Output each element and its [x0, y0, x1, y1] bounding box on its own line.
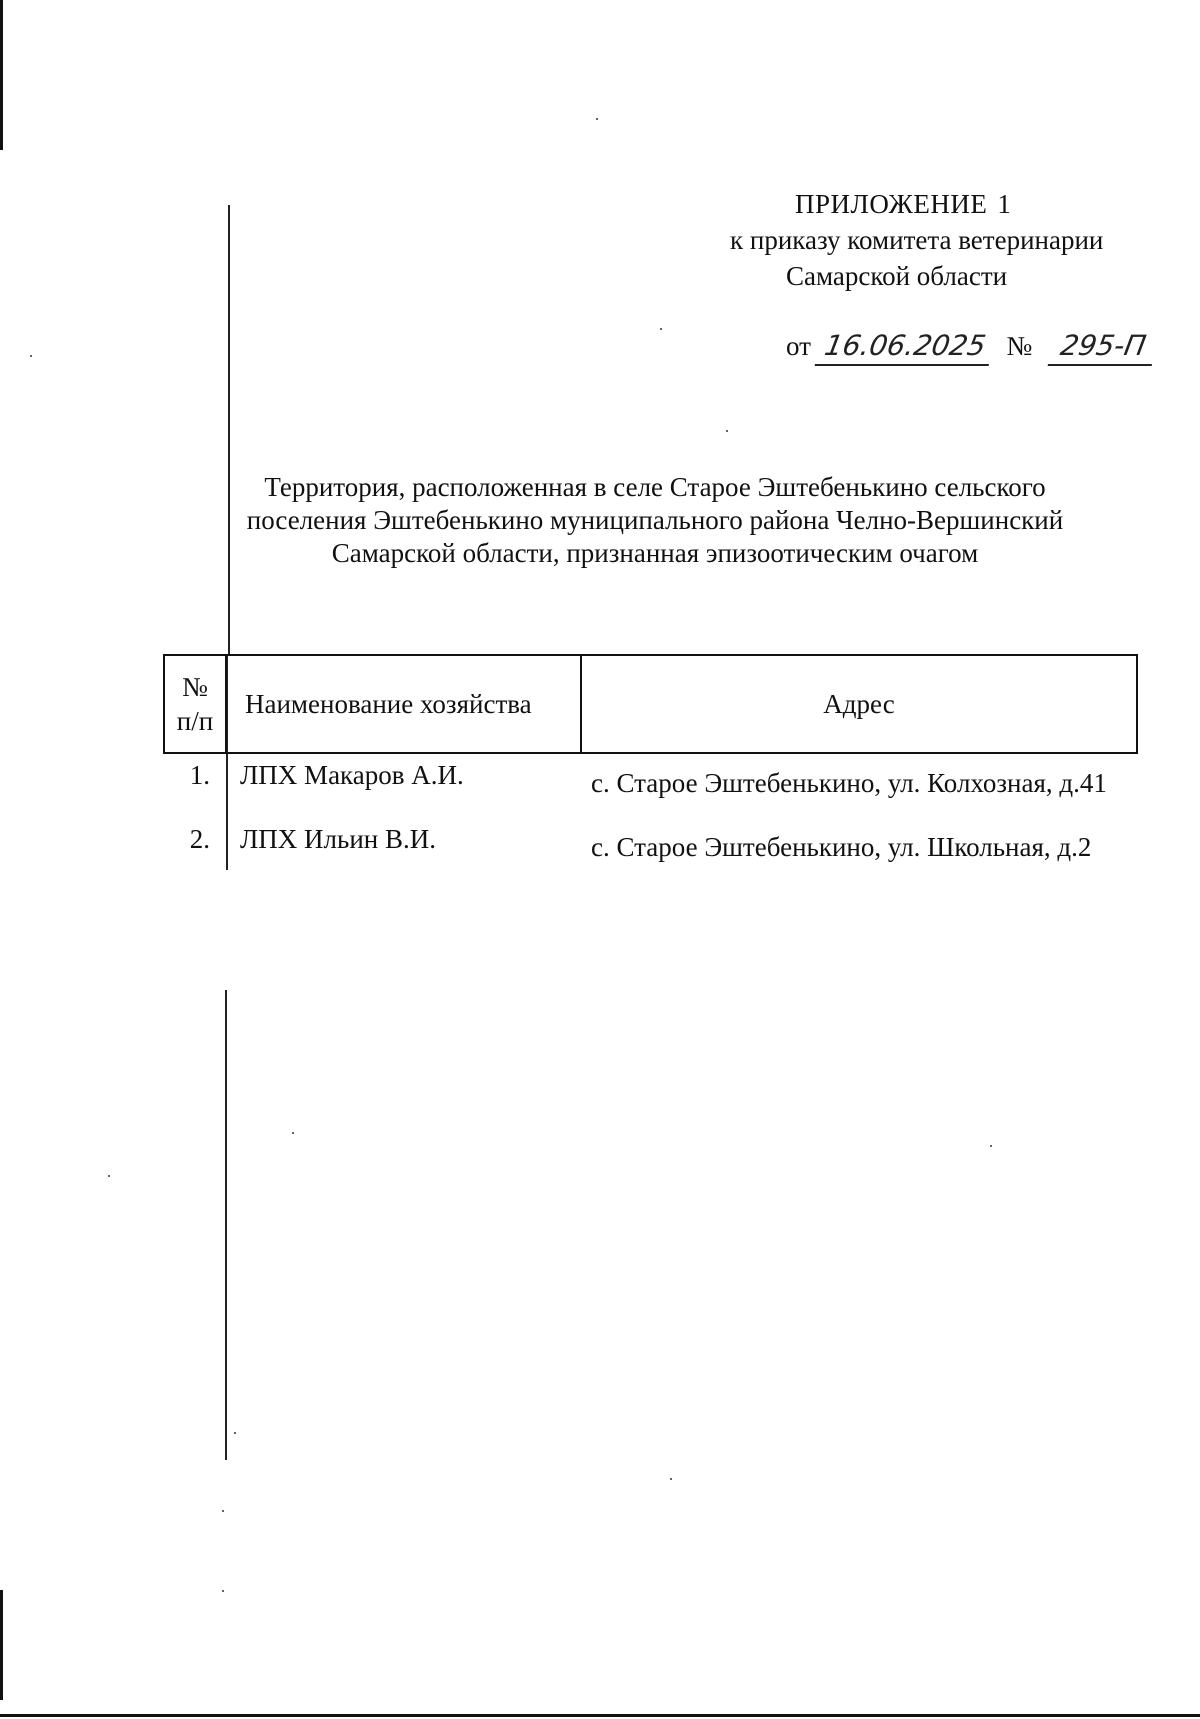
- row-address: с. Старое Эштебенькино, ул. Колхозная, д.41: [591, 768, 1107, 798]
- appendix-order-reference: к приказу комитета ветеринарии: [730, 225, 1104, 255]
- column-header-name: Наименование хозяйства: [226, 655, 581, 753]
- scan-edge-artifact: [0, 1714, 1200, 1717]
- column-header-address: Адрес: [581, 655, 1137, 753]
- scan-speck: [222, 1510, 224, 1512]
- row-address: с. Старое Эштебенькино, ул. Школьная, д.2: [591, 832, 1092, 862]
- title-line: поселения Эштебенькино муниципального района Челно-Вершинский: [246, 505, 1064, 535]
- title-line: Территория, расположенная в селе Старое Эштебенькино сельского: [264, 472, 1046, 502]
- appendix-header: [700, 186, 1160, 294]
- order-number-label: №: [1006, 331, 1033, 361]
- scan-speck: [660, 328, 662, 330]
- order-number-handwritten: 295-П: [1048, 328, 1159, 366]
- scan-speck: [222, 1590, 224, 1592]
- row-farm-name: ЛПХ Макаров А.И.: [240, 760, 464, 790]
- scan-line-artifact: [228, 205, 230, 655]
- table-header-row: [164, 655, 1137, 753]
- order-date-handwritten: 16.06.2025: [814, 328, 995, 366]
- row-number: 1.: [189, 760, 210, 790]
- table-row: [164, 753, 1137, 818]
- row-number: 2.: [189, 824, 210, 854]
- order-from-label: от: [786, 331, 811, 361]
- scan-edge-artifact: [0, 1590, 3, 1700]
- table-row: [164, 818, 1137, 882]
- row-farm-name: ЛПХ Ильин В.И.: [240, 824, 437, 854]
- scan-speck: [30, 355, 32, 357]
- scan-speck: [234, 1432, 236, 1434]
- column-header-number-line1: №: [182, 672, 208, 702]
- title-line: Самарской области, признанная эпизоотическим очагом: [331, 538, 979, 568]
- column-header-number: [164, 655, 226, 753]
- farms-table: [163, 654, 1138, 882]
- column-header-number-line2: п/п: [176, 706, 214, 736]
- document-title: [180, 471, 1130, 570]
- appendix-number: 1: [997, 189, 1012, 219]
- order-date-number: [786, 328, 1155, 366]
- scan-speck: [726, 430, 728, 432]
- appendix-heading: [700, 186, 1160, 222]
- scan-speck: [108, 1175, 110, 1177]
- scan-speck: [670, 1478, 672, 1480]
- scan-edge-artifact: [0, 0, 3, 150]
- scan-line-artifact: [225, 990, 227, 1460]
- scan-speck: [292, 1132, 294, 1134]
- scan-speck: [990, 1145, 992, 1147]
- appendix-authority: Самарской области: [786, 261, 1008, 291]
- scan-speck: [596, 118, 598, 120]
- appendix-heading-text: ПРИЛОЖЕНИЕ: [795, 189, 988, 219]
